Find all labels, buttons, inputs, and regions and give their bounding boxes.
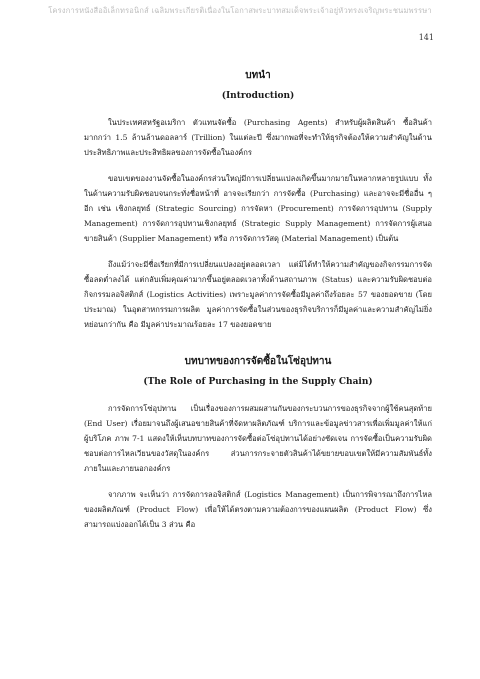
intro-paragraph-2: ขอบเขตของงานจัดซื้อในองค์กรส่วนใหญ่มีการเปลี่ยนแปลงเกิดขึ้นมากมายในหลากหลายรูปแบบ ทั้งในด้านความรับผิดชอบจนกระทั่งชื่อหน้าที่ อาจจะเรียกว่า การจัดซื้อ (Purchasing) และอาจจะมีชื่ออื่น ๆ อีก เช่น เชิงกลยุทธ์ (Strategic Sourcing) การจัดหา (Procurement) การจัดการอุปทาน (Supply Management) การจัดการอุปทานเชิงกลยุทธ์ (Strategic Supply Management) การจัดการผู้เสนอขายสินค้า (Supplier Management) หรือ การจัดการวัสดุ (Material Management) เป็นต้น xyxy=(84,174,432,243)
intro-subtitle: (Introduction) xyxy=(221,91,295,101)
intro-paragraph-1: ในประเทศสหรัฐอเมริกา ตัวแทนจัดซื้อ (Purchasing Agents) สำหรับผู้ผลิตสินค้า ซื้อสินค้ามากกว่า 1.5 ล้านล้านดอลลาร์ (Trillion) ในแต่ละปี ซึ่งมากพอที่จะทำให้ธุรกิจต้องให้ความสำคัญในด้านประสิทธิภาพและประสิทธิผลของการจัดซื้อในองค์กร xyxy=(84,118,432,157)
page-number: 141 xyxy=(418,33,434,42)
intro-title: บทนำ xyxy=(245,70,271,81)
section-subtitle: (The Role of Purchasing in the Supply Chain) xyxy=(143,377,373,387)
section-paragraph-2: จากภาพ จะเห็นว่า การจัดการลอจิสติกส์ (Logistics Management) เป็นการพิจารณาถึงการไหลของผลิตภัณฑ์ (Product Flow) เพื่อให้ได้ตรงตามความต้องการของแผนผลิต (Product Flow) ซึ่งสามารถแบ่งออกได้เป็น 3 ส่วน คือ xyxy=(84,490,432,529)
document-page xyxy=(84,68,432,532)
section-title: บทบาทของการจัดซื้อในโซ่อุปทาน xyxy=(184,356,332,367)
section-paragraph-1: การจัดการโซ่อุปทาน เป็นเรื่องของการผสมผสานกันของกระบวนการของธุรกิจจากผู้ใช้คนสุดท้าย (End User) เรื่อยมาจนถึงผู้เสนอขายสินค้าที่จัดหาผลิตภัณฑ์ บริการและข้อมูลข่าวสารเพื่อเพิ่มมูลค่าให้แก่ผู้บริโภค ภาพ 7-1 แสดงให้เห็นบทบาทของการจัดซื้อต่อโซ่อุปทานได้อย่างชัดเจน การจัดซื้อเป็นความรับผิดชอบต่อการไหลเวียนของวัสดุในองค์กร ส่วนการกระจายตัวสินค้าได้ขยายขอบเขตให้มีความสัมพันธ์ทั้งภายในและภายนอกองค์กร xyxy=(84,404,432,473)
intro-paragraph-3: ถึงแม้ว่าจะมีชื่อเรียกที่มีการเปลี่ยนแปลงอยู่ตลอดเวลา แต่มิได้ทำให้ความสำคัญของกิจกรรมการจัดซื้อลดต่ำลงได้ แต่กลับเพิ่มคุณค่ามากขึ้นอยู่ตลอดเวลาทั้งด้านสถานภาพ (Status) และความรับผิดชอบต่อกิจกรรมลอจิสติกส์ (Logistics Activities) เพราะมูลค่าการจัดซื้อมีมูลค่าถึงร้อยละ 57 ของยอดขาย (โดยประมาณ) ในอุตสาหกรรมการผลิต มูลค่าการจัดซื้อในส่วนของธุรกิจบริการก็มีมูลค่าและความสำคัญไม่ยิ่งหย่อนกว่ากัน คือ มีมูลค่าประมาณร้อยละ 17 ของยอดขาย xyxy=(84,260,432,329)
watermark-header: โครงการหนังสืออิเล็กทรอนิกส์ เฉลิมพระเกียรติเนื่องในโอกาสพระบาทสมเด็จพระเจ้าอยู่หัวทรงเจริญพระชนมพรรษา xyxy=(48,6,432,15)
